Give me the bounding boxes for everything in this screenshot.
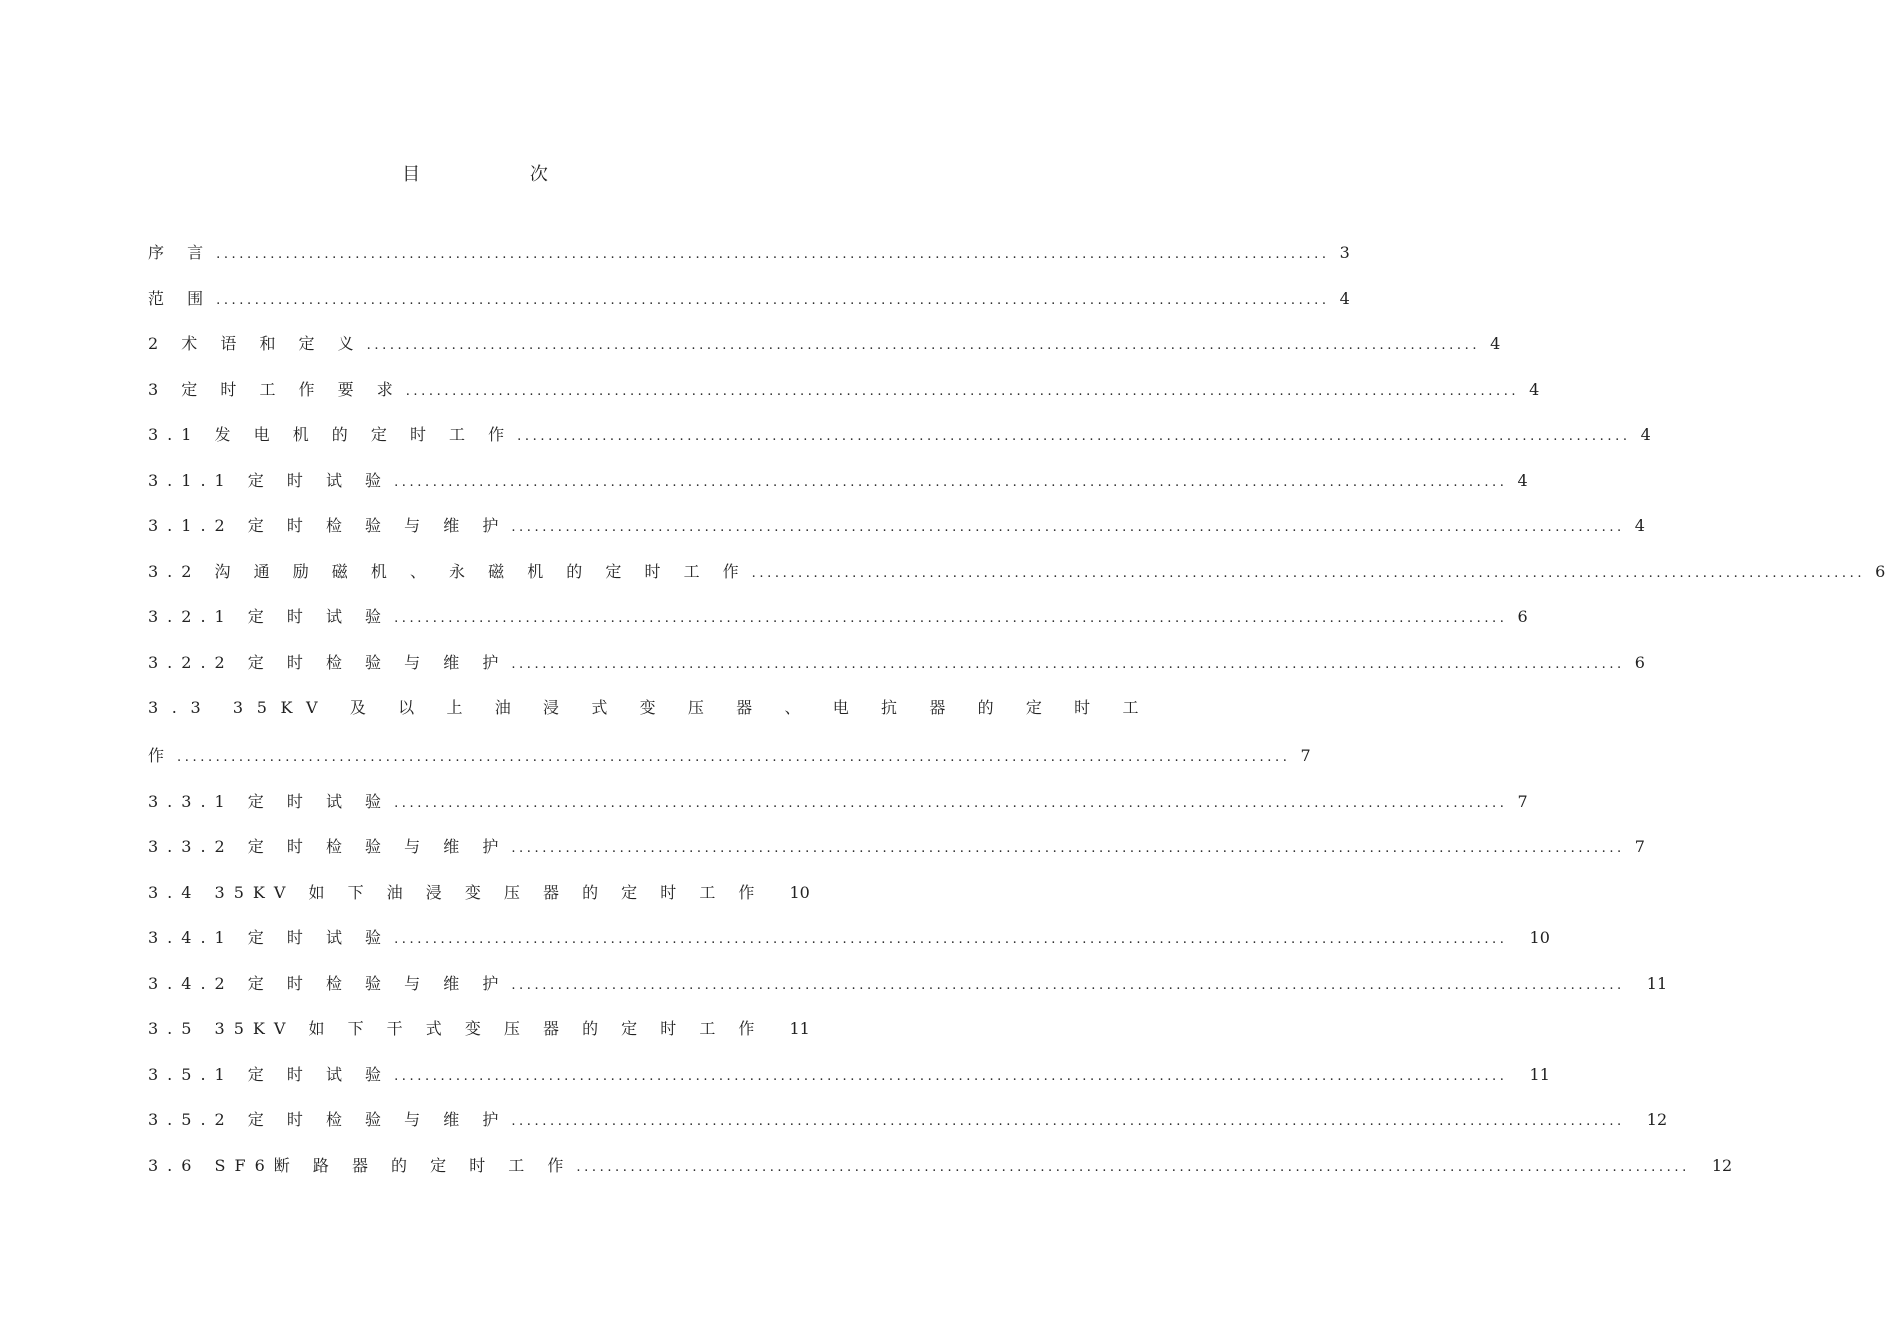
toc-entry[interactable] bbox=[148, 743, 1311, 789]
toc-entry[interactable] bbox=[148, 695, 1153, 743]
toc-entry-label: 3.2.1 定 时 试 验 bbox=[148, 607, 391, 626]
toc-entry[interactable] bbox=[148, 286, 1350, 332]
table-of-contents bbox=[148, 240, 1885, 1198]
toc-entry-label: 2 术 语 和 定 义 bbox=[148, 334, 363, 353]
toc-leader-dots bbox=[394, 1069, 1507, 1084]
toc-entry-page: 11 bbox=[789, 1019, 810, 1038]
toc-entry-page: 10 bbox=[789, 882, 810, 902]
toc-entry-page: 7 bbox=[1517, 791, 1528, 811]
toc-entry[interactable] bbox=[148, 789, 1528, 835]
toc-entry-page: 12 bbox=[1646, 1110, 1668, 1129]
toc-entry-label: 3.6 SF6断 路 器 的 定 时 工 作 bbox=[148, 1155, 573, 1175]
toc-leader-dots bbox=[517, 429, 1630, 444]
toc-entry-page: 11 bbox=[1529, 1064, 1550, 1084]
toc-entry-label: 3.4.2 定 时 检 验 与 维 护 bbox=[148, 973, 508, 993]
toc-entry-page: 7 bbox=[1300, 746, 1311, 765]
toc-leader-dots bbox=[406, 384, 1519, 399]
toc-entry-page: 11 bbox=[1646, 973, 1668, 993]
toc-leader-dots bbox=[394, 932, 1507, 947]
toc-entry-label: 3.5 35KV 如 下 干 式 变 压 器 的 定 时 工 作 bbox=[148, 1019, 764, 1038]
toc-entry[interactable] bbox=[148, 880, 810, 926]
toc-entry[interactable] bbox=[148, 422, 1651, 468]
toc-entry-label: 3 定 时 工 作 要 求 bbox=[148, 379, 402, 399]
toc-leader-dots bbox=[394, 475, 1507, 490]
toc-entry-label: 3.1.2 定 时 检 验 与 维 护 bbox=[148, 516, 508, 535]
toc-entry[interactable] bbox=[148, 331, 1501, 377]
toc-entry[interactable] bbox=[148, 650, 1645, 696]
page-title: 目 次 bbox=[402, 164, 600, 185]
toc-entry-label: 序 言 bbox=[148, 243, 213, 262]
toc-entry-page: 6 bbox=[1875, 561, 1885, 581]
toc-entry[interactable] bbox=[148, 1062, 1550, 1108]
toc-entry-label: 3.3.1 定 时 试 验 bbox=[148, 791, 391, 811]
toc-leader-dots bbox=[216, 293, 1329, 308]
toc-entry-label: 3.4 35KV 如 下 油 浸 变 压 器 的 定 时 工 作 bbox=[148, 882, 764, 902]
toc-entry-label: 3.4.1 定 时 试 验 bbox=[148, 928, 391, 947]
toc-leader-dots bbox=[511, 841, 1624, 856]
toc-leader-dots bbox=[177, 750, 1290, 765]
toc-entry[interactable] bbox=[148, 377, 1540, 423]
toc-entry-page: 6 bbox=[1517, 607, 1528, 626]
toc-entry[interactable] bbox=[148, 1016, 810, 1062]
toc-entry[interactable] bbox=[148, 468, 1528, 514]
toc-entry-page: 4 bbox=[1529, 379, 1540, 399]
toc-entry-page: 6 bbox=[1634, 652, 1645, 672]
toc-entry-page: 4 bbox=[1634, 516, 1645, 535]
toc-leader-dots bbox=[511, 1114, 1624, 1129]
toc-entry-page: 3 bbox=[1339, 243, 1350, 262]
toc-entry[interactable] bbox=[148, 834, 1645, 880]
toc-entry-label: 3.2.2 定 时 检 验 与 维 护 bbox=[148, 652, 508, 672]
toc-entry-page: 4 bbox=[1339, 288, 1350, 308]
toc-entry-label: 3.5.1 定 时 试 验 bbox=[148, 1064, 391, 1084]
toc-leader-dots bbox=[216, 247, 1329, 262]
toc-entry-page: 4 bbox=[1640, 425, 1651, 444]
toc-entry-label: 3.5.2 定 时 检 验 与 维 护 bbox=[148, 1110, 508, 1129]
toc-entry[interactable] bbox=[148, 925, 1550, 971]
toc-entry[interactable] bbox=[148, 559, 1885, 605]
toc-entry-label: 3.1 发 电 机 的 定 时 工 作 bbox=[148, 425, 514, 444]
toc-entry-page: 4 bbox=[1517, 470, 1528, 490]
toc-entry-label: 作 bbox=[148, 746, 174, 765]
toc-entry-label: 3.3 35KV 及 以 上 油 浸 式 变 压 器 、 电 抗 器 的 定 时 工 bbox=[148, 698, 1153, 717]
toc-entry-page: 10 bbox=[1529, 928, 1550, 947]
toc-entry-label: 3.2 沟 通 励 磁 机 、 永 磁 机 的 定 时 工 作 bbox=[148, 561, 748, 581]
toc-entry-label: 3.3.2 定 时 检 验 与 维 护 bbox=[148, 837, 508, 856]
toc-entry[interactable] bbox=[148, 1107, 1668, 1153]
toc-entry-label: 范 围 bbox=[148, 288, 213, 308]
toc-entry[interactable] bbox=[148, 1153, 1733, 1199]
toc-entry-label: 3.1.1 定 时 试 验 bbox=[148, 470, 391, 490]
toc-entry[interactable] bbox=[148, 240, 1350, 286]
toc-leader-dots bbox=[576, 1160, 1689, 1175]
toc-entry-page: 12 bbox=[1711, 1155, 1733, 1175]
toc-leader-dots bbox=[511, 657, 1624, 672]
toc-leader-dots bbox=[394, 611, 1507, 626]
toc-leader-dots bbox=[511, 520, 1624, 535]
toc-entry[interactable] bbox=[148, 513, 1645, 559]
toc-entry[interactable] bbox=[148, 971, 1668, 1017]
toc-leader-dots bbox=[367, 338, 1480, 353]
toc-entry-page: 7 bbox=[1634, 837, 1645, 856]
toc-entry[interactable] bbox=[148, 604, 1528, 650]
toc-leader-dots bbox=[511, 978, 1624, 993]
toc-leader-dots bbox=[752, 566, 1865, 581]
toc-entry-page: 4 bbox=[1490, 334, 1501, 353]
toc-leader-dots bbox=[394, 796, 1507, 811]
